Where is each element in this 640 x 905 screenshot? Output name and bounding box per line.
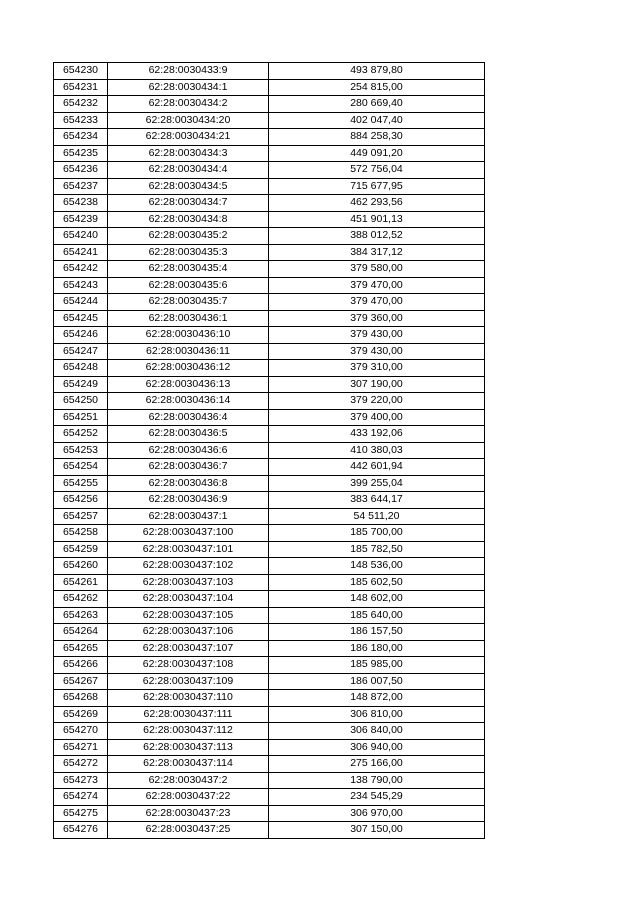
- cadastral-number-cell: 62:28:0030436:12: [108, 360, 269, 377]
- cadastral-value-cell: 54 511,20: [269, 508, 485, 525]
- cadastral-value-cell: 148 602,00: [269, 591, 485, 608]
- cadastral-value-cell: 379 470,00: [269, 294, 485, 311]
- row-number-cell: 654247: [54, 343, 108, 360]
- table-row: [54, 640, 485, 657]
- table-body: [54, 63, 485, 839]
- cadastral-number-cell: 62:28:0030434:20: [108, 112, 269, 129]
- table-row: [54, 822, 485, 839]
- cadastral-number-cell: 62:28:0030437:110: [108, 690, 269, 707]
- cadastral-value-cell: 185 602,50: [269, 574, 485, 591]
- row-number-cell: 654264: [54, 624, 108, 641]
- cadastral-number-cell: 62:28:0030436:6: [108, 442, 269, 459]
- cadastral-number-cell: 62:28:0030437:113: [108, 739, 269, 756]
- table-row: [54, 525, 485, 542]
- row-number-cell: 654263: [54, 607, 108, 624]
- table-row: [54, 772, 485, 789]
- row-number-cell: 654246: [54, 327, 108, 344]
- row-number-cell: 654271: [54, 739, 108, 756]
- row-number-cell: 654259: [54, 541, 108, 558]
- row-number-cell: 654239: [54, 211, 108, 228]
- row-number-cell: 654266: [54, 657, 108, 674]
- cadastral-value-cell: 384 317,12: [269, 244, 485, 261]
- table-row: [54, 178, 485, 195]
- cadastral-value-cell: 884 258,30: [269, 129, 485, 146]
- cadastral-number-cell: 62:28:0030437:106: [108, 624, 269, 641]
- row-number-cell: 654251: [54, 409, 108, 426]
- cadastral-number-cell: 62:28:0030434:8: [108, 211, 269, 228]
- cadastral-value-cell: 185 640,00: [269, 607, 485, 624]
- row-number-cell: 654269: [54, 706, 108, 723]
- cadastral-number-cell: 62:28:0030436:9: [108, 492, 269, 509]
- cadastral-number-cell: 62:28:0030434:21: [108, 129, 269, 146]
- cadastral-value-cell: 383 644,17: [269, 492, 485, 509]
- cadastral-value-cell: 572 756,04: [269, 162, 485, 179]
- cadastral-value-cell: 254 815,00: [269, 79, 485, 96]
- cadastral-value-cell: 234 545,29: [269, 789, 485, 806]
- cadastral-value-cell: 410 380,03: [269, 442, 485, 459]
- row-number-cell: 654273: [54, 772, 108, 789]
- cadastral-value-cell: 148 536,00: [269, 558, 485, 575]
- cadastral-number-cell: 62:28:0030434:1: [108, 79, 269, 96]
- row-number-cell: 654274: [54, 789, 108, 806]
- cadastral-number-cell: 62:28:0030437:1: [108, 508, 269, 525]
- row-number-cell: 654272: [54, 756, 108, 773]
- table-row: [54, 294, 485, 311]
- cadastral-value-cell: 186 180,00: [269, 640, 485, 657]
- cadastral-number-cell: 62:28:0030434:7: [108, 195, 269, 212]
- table-row: [54, 475, 485, 492]
- table-row: [54, 508, 485, 525]
- cadastral-value-cell: 307 190,00: [269, 376, 485, 393]
- table-row: [54, 541, 485, 558]
- row-number-cell: 654240: [54, 228, 108, 245]
- table-row: [54, 63, 485, 80]
- table-row: [54, 261, 485, 278]
- cadastral-value-cell: 388 012,52: [269, 228, 485, 245]
- cadastral-number-cell: 62:28:0030437:111: [108, 706, 269, 723]
- row-number-cell: 654256: [54, 492, 108, 509]
- cadastral-number-cell: 62:28:0030436:13: [108, 376, 269, 393]
- row-number-cell: 654243: [54, 277, 108, 294]
- table-row: [54, 706, 485, 723]
- cadastral-number-cell: 62:28:0030437:102: [108, 558, 269, 575]
- row-number-cell: 654237: [54, 178, 108, 195]
- cadastral-value-cell: 306 970,00: [269, 805, 485, 822]
- cadastral-value-cell: 451 901,13: [269, 211, 485, 228]
- row-number-cell: 654232: [54, 96, 108, 113]
- cadastral-value-cell: 379 220,00: [269, 393, 485, 410]
- cadastral-value-cell: 379 470,00: [269, 277, 485, 294]
- row-number-cell: 654233: [54, 112, 108, 129]
- cadastral-value-cell: 379 360,00: [269, 310, 485, 327]
- table-row: [54, 277, 485, 294]
- cadastral-number-cell: 62:28:0030437:101: [108, 541, 269, 558]
- cadastral-value-cell: 306 940,00: [269, 739, 485, 756]
- cadastral-value-cell: 185 700,00: [269, 525, 485, 542]
- row-number-cell: 654270: [54, 723, 108, 740]
- table-row: [54, 657, 485, 674]
- row-number-cell: 654242: [54, 261, 108, 278]
- table-row: [54, 228, 485, 245]
- cadastral-number-cell: 62:28:0030437:107: [108, 640, 269, 657]
- row-number-cell: 654249: [54, 376, 108, 393]
- table-row: [54, 574, 485, 591]
- table-row: [54, 492, 485, 509]
- cadastral-number-cell: 62:28:0030437:25: [108, 822, 269, 839]
- cadastral-number-cell: 62:28:0030433:9: [108, 63, 269, 80]
- cadastral-number-cell: 62:28:0030436:4: [108, 409, 269, 426]
- row-number-cell: 654230: [54, 63, 108, 80]
- cadastral-value-cell: 138 790,00: [269, 772, 485, 789]
- cadastral-number-cell: 62:28:0030435:7: [108, 294, 269, 311]
- table-row: [54, 805, 485, 822]
- table-row: [54, 112, 485, 129]
- cadastral-number-cell: 62:28:0030437:112: [108, 723, 269, 740]
- table-row: [54, 195, 485, 212]
- table-row: [54, 376, 485, 393]
- cadastral-value-cell: 306 810,00: [269, 706, 485, 723]
- table-row: [54, 162, 485, 179]
- table-row: [54, 591, 485, 608]
- cadastral-value-cell: 379 430,00: [269, 327, 485, 344]
- cadastral-number-cell: 62:28:0030436:5: [108, 426, 269, 443]
- row-number-cell: 654250: [54, 393, 108, 410]
- table-row: [54, 723, 485, 740]
- row-number-cell: 654248: [54, 360, 108, 377]
- cadastral-number-cell: 62:28:0030437:114: [108, 756, 269, 773]
- cadastral-number-cell: 62:28:0030437:105: [108, 607, 269, 624]
- row-number-cell: 654258: [54, 525, 108, 542]
- row-number-cell: 654255: [54, 475, 108, 492]
- cadastral-number-cell: 62:28:0030437:108: [108, 657, 269, 674]
- cadastral-value-cell: 186 157,50: [269, 624, 485, 641]
- cadastral-value-cell: 185 782,50: [269, 541, 485, 558]
- cadastral-value-table: [53, 62, 485, 839]
- table-row: [54, 409, 485, 426]
- row-number-cell: 654241: [54, 244, 108, 261]
- table-row: [54, 360, 485, 377]
- cadastral-number-cell: 62:28:0030437:100: [108, 525, 269, 542]
- cadastral-value-cell: 399 255,04: [269, 475, 485, 492]
- table-row: [54, 310, 485, 327]
- cadastral-number-cell: 62:28:0030437:22: [108, 789, 269, 806]
- table-row: [54, 459, 485, 476]
- cadastral-number-cell: 62:28:0030435:3: [108, 244, 269, 261]
- cadastral-value-cell: 402 047,40: [269, 112, 485, 129]
- cadastral-number-cell: 62:28:0030436:11: [108, 343, 269, 360]
- cadastral-number-cell: 62:28:0030434:5: [108, 178, 269, 195]
- row-number-cell: 654252: [54, 426, 108, 443]
- table-row: [54, 426, 485, 443]
- cadastral-value-cell: 379 310,00: [269, 360, 485, 377]
- row-number-cell: 654245: [54, 310, 108, 327]
- table-row: [54, 211, 485, 228]
- table-row: [54, 79, 485, 96]
- table-row: [54, 442, 485, 459]
- row-number-cell: 654257: [54, 508, 108, 525]
- cadastral-value-cell: 715 677,95: [269, 178, 485, 195]
- table-row: [54, 145, 485, 162]
- row-number-cell: 654268: [54, 690, 108, 707]
- table-row: [54, 789, 485, 806]
- cadastral-number-cell: 62:28:0030437:103: [108, 574, 269, 591]
- cadastral-number-cell: 62:28:0030437:109: [108, 673, 269, 690]
- cadastral-value-cell: 275 166,00: [269, 756, 485, 773]
- row-number-cell: 654234: [54, 129, 108, 146]
- cadastral-number-cell: 62:28:0030437:2: [108, 772, 269, 789]
- row-number-cell: 654235: [54, 145, 108, 162]
- table-row: [54, 244, 485, 261]
- table-row: [54, 327, 485, 344]
- cadastral-number-cell: 62:28:0030436:10: [108, 327, 269, 344]
- row-number-cell: 654231: [54, 79, 108, 96]
- cadastral-number-cell: 62:28:0030434:4: [108, 162, 269, 179]
- cadastral-number-cell: 62:28:0030436:14: [108, 393, 269, 410]
- cadastral-value-cell: 185 985,00: [269, 657, 485, 674]
- cadastral-value-cell: 379 580,00: [269, 261, 485, 278]
- table-row: [54, 756, 485, 773]
- cadastral-number-cell: 62:28:0030436:1: [108, 310, 269, 327]
- table-row: [54, 96, 485, 113]
- cadastral-number-cell: 62:28:0030437:23: [108, 805, 269, 822]
- cadastral-number-cell: 62:28:0030435:4: [108, 261, 269, 278]
- table-row: [54, 690, 485, 707]
- table-row: [54, 343, 485, 360]
- table-row: [54, 624, 485, 641]
- table-row: [54, 393, 485, 410]
- row-number-cell: 654236: [54, 162, 108, 179]
- cadastral-value-cell: 433 192,06: [269, 426, 485, 443]
- row-number-cell: 654275: [54, 805, 108, 822]
- row-number-cell: 654261: [54, 574, 108, 591]
- cadastral-value-cell: 493 879,80: [269, 63, 485, 80]
- cadastral-number-cell: 62:28:0030437:104: [108, 591, 269, 608]
- row-number-cell: 654244: [54, 294, 108, 311]
- table-row: [54, 558, 485, 575]
- cadastral-number-cell: 62:28:0030436:7: [108, 459, 269, 476]
- cadastral-value-cell: 306 840,00: [269, 723, 485, 740]
- row-number-cell: 654253: [54, 442, 108, 459]
- row-number-cell: 654262: [54, 591, 108, 608]
- cadastral-number-cell: 62:28:0030436:8: [108, 475, 269, 492]
- table-row: [54, 739, 485, 756]
- cadastral-value-cell: 307 150,00: [269, 822, 485, 839]
- row-number-cell: 654267: [54, 673, 108, 690]
- cadastral-value-cell: 148 872,00: [269, 690, 485, 707]
- cadastral-value-cell: 379 400,00: [269, 409, 485, 426]
- cadastral-value-cell: 186 007,50: [269, 673, 485, 690]
- cadastral-number-cell: 62:28:0030434:2: [108, 96, 269, 113]
- table-row: [54, 129, 485, 146]
- table-row: [54, 607, 485, 624]
- row-number-cell: 654276: [54, 822, 108, 839]
- cadastral-value-cell: 442 601,94: [269, 459, 485, 476]
- row-number-cell: 654254: [54, 459, 108, 476]
- cadastral-number-cell: 62:28:0030435:2: [108, 228, 269, 245]
- row-number-cell: 654260: [54, 558, 108, 575]
- row-number-cell: 654238: [54, 195, 108, 212]
- cadastral-number-cell: 62:28:0030435:6: [108, 277, 269, 294]
- cadastral-value-cell: 379 430,00: [269, 343, 485, 360]
- table-row: [54, 673, 485, 690]
- cadastral-value-cell: 280 669,40: [269, 96, 485, 113]
- cadastral-value-cell: 449 091,20: [269, 145, 485, 162]
- row-number-cell: 654265: [54, 640, 108, 657]
- cadastral-number-cell: 62:28:0030434:3: [108, 145, 269, 162]
- cadastral-value-cell: 462 293,56: [269, 195, 485, 212]
